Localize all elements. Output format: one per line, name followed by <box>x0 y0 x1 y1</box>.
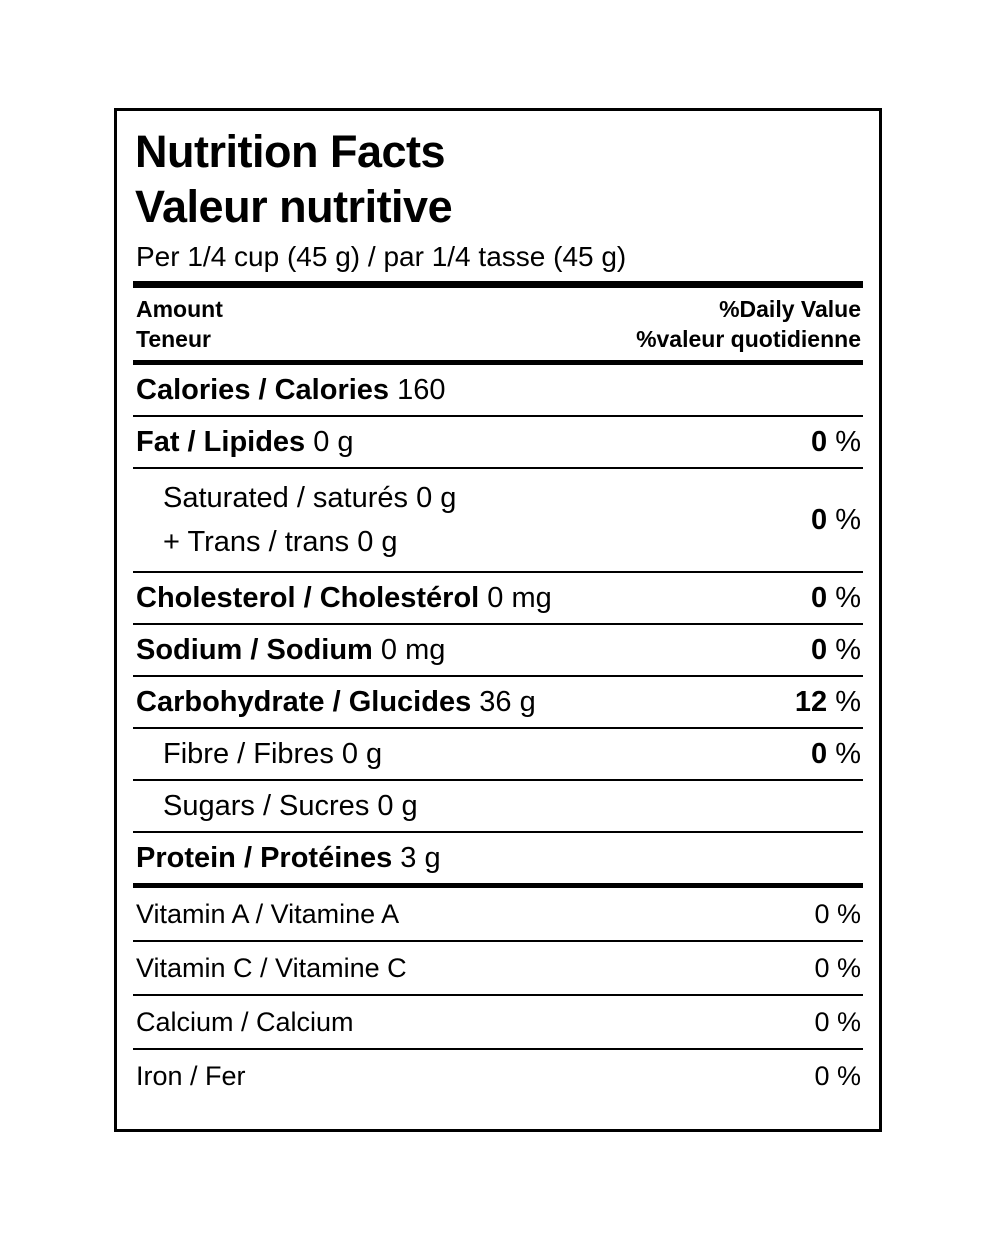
nutrient-name: Calcium / Calcium <box>136 1007 354 1037</box>
nutrient-dv <box>814 897 861 931</box>
title-french: Valeur nutritive <box>135 181 453 232</box>
daily-value-header <box>636 294 861 354</box>
trans-fat-label: + Trans / trans 0 g <box>163 526 398 558</box>
saturated-fat-label: Saturated / saturés 0 g <box>163 482 457 514</box>
nutrient-name <box>136 424 354 460</box>
table-row <box>133 469 863 571</box>
nutrient-name <box>136 840 441 876</box>
nutrient-dv <box>811 632 861 668</box>
table-row <box>133 417 863 467</box>
table-row <box>133 781 863 831</box>
percent-sign: % <box>836 899 861 929</box>
table-row <box>133 573 863 623</box>
column-headers <box>133 288 863 360</box>
nutrient-dv <box>795 684 861 720</box>
table-row <box>133 833 863 883</box>
nutrient-dv-number: 0 <box>811 504 828 536</box>
nutrient-name <box>136 580 552 616</box>
nutrient-name-bold: Carbohydrate / Glucides <box>136 686 472 718</box>
nutrient-name <box>136 476 456 564</box>
nutrient-dv <box>811 424 861 460</box>
nutrient-dv-number: 0 <box>814 899 830 929</box>
percent-sign: % <box>835 504 861 536</box>
nutrient-value: 0 mg <box>380 634 446 666</box>
nutrient-dv-number: 0 <box>811 738 828 770</box>
nutrient-dv-number: 0 <box>811 426 828 458</box>
nutrient-dv <box>811 736 861 772</box>
daily-value-header-fr: %valeur quotidienne <box>636 326 861 352</box>
nutrient-name-bold: Fat / Lipides <box>136 426 306 458</box>
table-row <box>133 677 863 727</box>
nutrient-dv-number: 12 <box>794 686 828 718</box>
amount-header-en: Amount <box>136 296 223 322</box>
nutrient-value: 160 <box>397 374 446 406</box>
nutrient-name <box>136 684 536 720</box>
percent-sign: % <box>835 634 861 666</box>
nutrient-name-bold: Cholesterol / Cholestérol <box>136 582 480 614</box>
nutrient-dv-number: 0 <box>814 953 830 983</box>
table-row <box>133 729 863 779</box>
nutrient-dv-number: 0 <box>811 582 828 614</box>
nutrient-name: Vitamin C / Vitamine C <box>136 953 407 983</box>
daily-value-header-en: %Daily Value <box>719 296 861 322</box>
nutrient-name <box>136 632 445 668</box>
nutrient-name-bold: Sodium / Sodium <box>136 634 373 666</box>
nutrient-name: Fibre / Fibres 0 g <box>163 738 383 770</box>
percent-sign: % <box>835 738 861 770</box>
nutrient-name <box>136 372 446 408</box>
table-row <box>133 996 863 1048</box>
amount-header <box>136 294 223 354</box>
table-row <box>133 942 863 994</box>
nutrient-dv <box>814 1005 861 1039</box>
nutrient-dv <box>814 1059 861 1093</box>
nutrient-name-bold: Calories / Calories <box>136 374 390 406</box>
nutrient-name: Sugars / Sucres 0 g <box>163 790 418 822</box>
nutrient-name: Vitamin A / Vitamine A <box>136 899 400 929</box>
percent-sign: % <box>836 1007 861 1037</box>
divider-thick-top <box>133 281 863 288</box>
nutrient-name: Iron / Fer <box>136 1061 246 1091</box>
nutrient-dv-number: 0 <box>811 634 828 666</box>
nutrient-dv <box>811 580 861 616</box>
nutrient-value: 36 g <box>479 686 536 718</box>
nutrient-dv <box>811 502 861 538</box>
nutrient-name-bold: Protein / Protéines <box>136 842 393 874</box>
nutrition-facts-panel <box>114 108 882 1132</box>
nutrient-value: 3 g <box>400 842 441 874</box>
nutrient-dv-number: 0 <box>814 1007 830 1037</box>
table-row <box>133 625 863 675</box>
amount-header-fr: Teneur <box>136 326 211 352</box>
table-row <box>133 888 863 940</box>
percent-sign: % <box>835 582 861 614</box>
nutrient-value: 0 mg <box>487 582 552 614</box>
nutrient-value: 0 g <box>313 426 354 458</box>
nutrition-facts-content <box>133 125 863 1102</box>
percent-sign: % <box>836 1061 861 1091</box>
table-row <box>133 1050 863 1102</box>
title-english: Nutrition Facts <box>135 126 446 177</box>
table-row <box>133 365 863 415</box>
nutrient-dv <box>814 951 861 985</box>
serving-size: Per 1/4 cup (45 g) / par 1/4 tasse (45 g) <box>136 241 627 272</box>
nutrient-dv-number: 0 <box>814 1061 830 1091</box>
percent-sign: % <box>836 953 861 983</box>
percent-sign: % <box>835 426 861 458</box>
percent-sign: % <box>835 686 861 718</box>
